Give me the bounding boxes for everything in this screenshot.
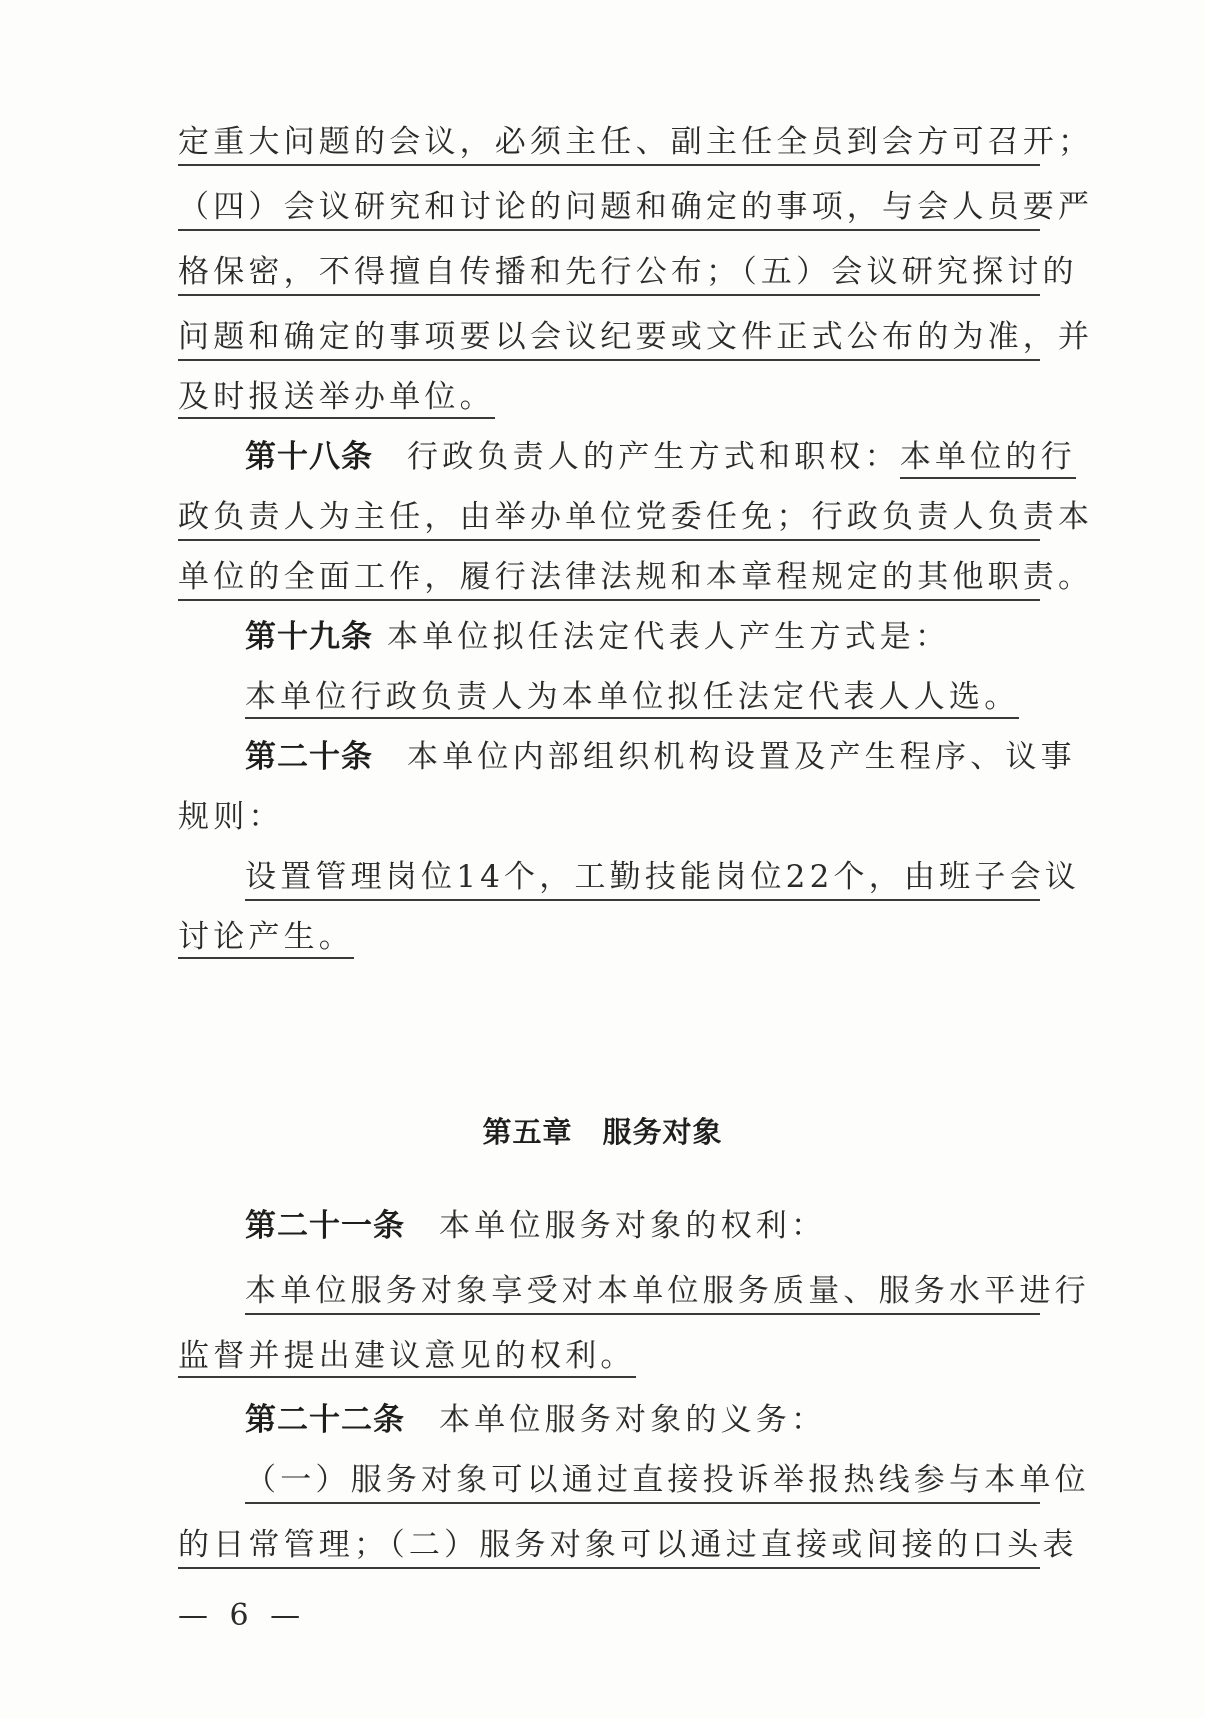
article-18-line: 单位的全面工作，履行法律法规和本章程规定的其他职责。 [178,557,1040,601]
article-18-line: 政负责人为主任，由举办单位党委任免；行政负责人负责本 [178,497,1040,541]
paragraph-line: 问题和确定的事项要以会议纪要或文件正式公布的为准，并 [178,317,1040,361]
article-20-intro-cont: 规则： [178,799,284,835]
paragraph-line: （四）会议研究和讨论的问题和确定的事项，与会人员要严 [178,187,1040,231]
article-21-body: 监督并提出建议意见的权利。 [178,1336,636,1376]
article-21-heading: 第二十一条 [245,1208,405,1244]
article-21-heading-line [245,1206,826,1246]
article-22-intro: 本单位服务对象的义务： [439,1402,827,1438]
chapter-name: 服务对象 [602,1115,723,1149]
article-19-heading-line [245,617,950,657]
article-19-intro: 本单位拟任法定代表人产生方式是： [387,619,951,655]
article-20-intro: 本单位内部组织机构设置及产生程序、议事 [407,739,1076,775]
article-19-heading: 第十九条 [245,619,373,655]
article-22-heading-line [245,1400,826,1440]
paragraph-line: 定重大问题的会议，必须主任、副主任全员到会方可召开； [178,122,1040,166]
article-22-heading: 第二十二条 [245,1402,405,1438]
article-18-intro: 行政负责人的产生方式和职权： [407,439,900,475]
article-21-intro: 本单位服务对象的权利： [439,1208,827,1244]
chapter-title [0,1110,1205,1151]
paragraph-line: 格保密，不得擅自传播和先行公布；（五）会议研究探讨的 [178,252,1040,296]
article-19-body: 本单位行政负责人为本单位拟任法定代表人人选。 [245,677,1019,717]
article-18-heading: 第十八条 [245,439,373,475]
paragraph-line: 及时报送举办单位。 [178,377,495,417]
article-22-body: （一）服务对象可以通过直接投诉举报热线参与本单位 [245,1460,1040,1504]
chapter-number: 第五章 [482,1115,573,1149]
article-20-body: 设置管理岗位14个，工勤技能岗位22个，由班子会议 [245,857,1040,901]
article-20-heading-line [245,737,1076,777]
article-18-heading-line: 第十八条 行政负责人的产生方式和职权：本单位的行 [245,437,1076,477]
article-20-body: 讨论产生。 [178,917,354,957]
article-21-body: 本单位服务对象享受对本单位服务质量、服务水平进行 [245,1271,1040,1315]
article-20-heading: 第二十条 [245,739,373,775]
article-22-body: 的日常管理；（二）服务对象可以通过直接或间接的口头表 [178,1525,1040,1569]
page-number: — 6 — [178,1598,307,1633]
